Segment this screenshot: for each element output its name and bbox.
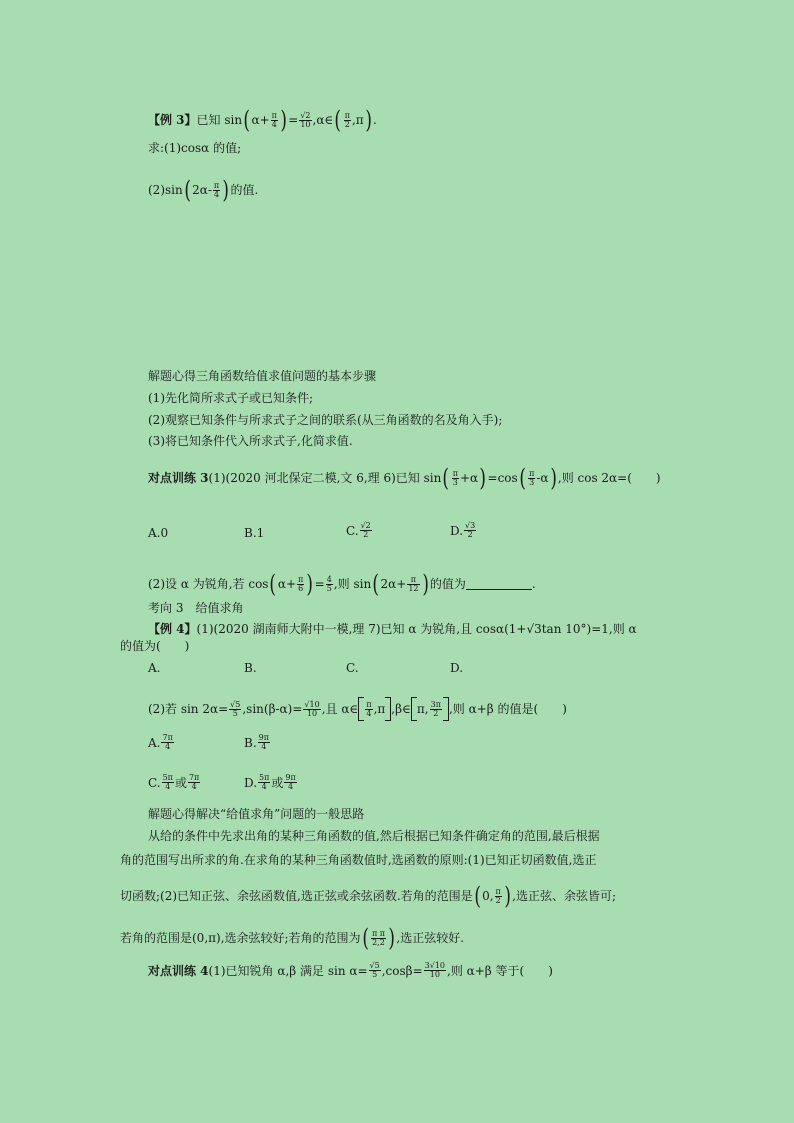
section-heading: 考向 3 给值求角 [148,601,244,615]
option-c: C. [346,661,359,675]
fraction: $\frac{√5}{5}$ [369,961,380,979]
option-d: D. [450,661,464,675]
example-4-question-1: 【例 4】(1)(2020 湖南师大附中一模,理 7)已知 α 为锐角,且 cosα(1+√3tan 10°)=1,则 α [148,621,637,636]
fraction: $\frac{√3}{2}$ [465,521,476,539]
option-c: C. $\frac{5\pi}{4}$ 或 $\frac{7\pi}{4}$ [148,773,200,791]
drill-3-question-1: 对点训练 3(1)(2020 河北保定二模,文 6,理 6)已知 sin( $\frac{\pi}{3}$ +α)=cos( $\frac{\pi}{3}$ -α),则 cos 2α=( ) [148,464,661,492]
fraction: $\frac{\pi}{4}$ [213,180,220,199]
fraction: $\frac{√10}{10}$ [304,699,320,718]
fraction: $\frac{√2}{10}$ [300,110,311,129]
fraction: $\frac{3√10}{10}$ [424,961,446,979]
option-b: B. [244,661,257,675]
tip-step-1: (1)先化简所求式子或已知条件; [148,391,314,405]
fraction: $\frac{√5}{5}$ [230,699,241,718]
example-4-question-1-cont: 的值为( ) [120,639,190,653]
fraction: $\frac{\pi}{2}$ [495,886,501,905]
fraction: $\frac{√2}{2}$ [360,521,371,539]
example-label: 【例 3】 [148,113,197,127]
fraction: $\frac{9\pi}{4}$ [285,773,296,791]
tip-paragraph-line: 切函数;(2)已知正弦、余弦函数值,选正弦或余弦函数.若角的范围是(0, $\frac{\pi}{2}$ ),选正弦、余弦皆可; [120,882,617,910]
drill-3-question-2: (2)设 α 为锐角,若 cos(α+ $\frac{\pi}{6}$ )= $\frac{4}{5}$ ,则 sin(2α+ $\frac{\pi}{12}$ )的值为 . [148,570,536,598]
tip-step-2: (2)观察已知条件与所求式子之间的联系(从三角函数的名及角入手); [148,413,503,427]
tip-paragraph-line: 若角的范围是(0,π),选余弦较好;若角的范围为( $\frac{\text{π π}}{2,2}$ ),选正弦较好. [120,924,465,952]
example-4-question-2: (2)若 sin 2α= $\frac{√5}{5}$ ,sin(β-α)= $\frac{√10}{10}$ ,且 α∈ $\frac{\pi}{4}$ ,π ,β∈ π, $\frac{3\pi}{2}$ ,则 α+β 的值是( ) [148,697,567,721]
fraction: $\frac{7\pi}{4}$ [188,773,200,791]
fraction: $\frac{5\pi}{4}$ [259,773,270,791]
fraction: $\frac{\pi}{4}$ [271,110,277,129]
tip-title: 解题心得三角函数给值求值问题的基本步骤 [148,369,377,383]
fraction: $\frac{\text{π π}}{2,2}$ [371,928,385,947]
tip-title: 解题心得解决“给值求角”问题的一般思路 [148,807,365,821]
drill-label: 对点训练 3 [148,471,209,485]
option-a: A. [148,661,161,675]
option-c: C. $\frac{√2}{2}$ [346,521,371,539]
fraction: $\frac{\pi}{6}$ [298,574,304,593]
tip-step-3: (3)将已知条件代入所求式子,化简求值. [148,434,353,448]
option-b: B. $\frac{9\pi}{4}$ [244,733,269,751]
drill-label: 对点训练 4 [148,963,209,978]
option-a: A. $\frac{7\pi}{4}$ [148,733,173,751]
fraction: $\frac{\pi}{12}$ [408,574,419,593]
fraction: $\frac{\pi}{3}$ [529,468,535,487]
option-b: B.1 [244,526,265,540]
example-3-stem: 【例 3】已知 sin(α+ $\frac{\pi}{4}$ )= $\frac{√2}{10}$ ,α∈( $\frac{\pi}{2}$ ,π). [148,106,377,134]
answer-blank [466,578,532,590]
example-3-question-1: 求:(1)cosα 的值; [148,141,242,155]
option-a: A.0 [148,526,169,540]
drill-4-question-1: 对点训练 4(1)已知锐角 α,β 满足 sin α= $\frac{√5}{5}$ ,cosβ= $\frac{3√10}{10}$ ,则 α+β 等于( ) [148,961,553,979]
example-label: 【例 4】 [148,621,197,636]
fraction: $\frac{\pi}{2}$ [344,110,350,129]
option-d: D. $\frac{5\pi}{4}$ 或 $\frac{9\pi}{4}$ [244,773,296,791]
fraction: $\frac{7\pi}{4}$ [162,733,173,751]
fraction: $\frac{3\pi}{2}$ [430,699,441,718]
tip-paragraph-line: 从给的条件中先求出角的某种三角函数的值,然后根据已知条件确定角的范围,最后根据 [148,829,600,843]
fraction: $\frac{4}{5}$ [326,574,332,593]
fraction: $\frac{5\pi}{4}$ [162,773,173,791]
fraction: $\frac{\pi}{3}$ [452,468,458,487]
tip-paragraph-line: 角的范围写出所求的角.在求角的某种三角函数值时,选函数的原则:(1)已知正切函数值,选正 [120,853,597,867]
option-d: D. $\frac{√3}{2}$ [450,521,476,539]
fraction: $\frac{\pi}{4}$ [366,699,372,718]
fraction: $\frac{9\pi}{4}$ [258,733,269,751]
example-3-question-2: (2)sin(2α- $\frac{\pi}{4}$ )的值. [148,176,259,204]
